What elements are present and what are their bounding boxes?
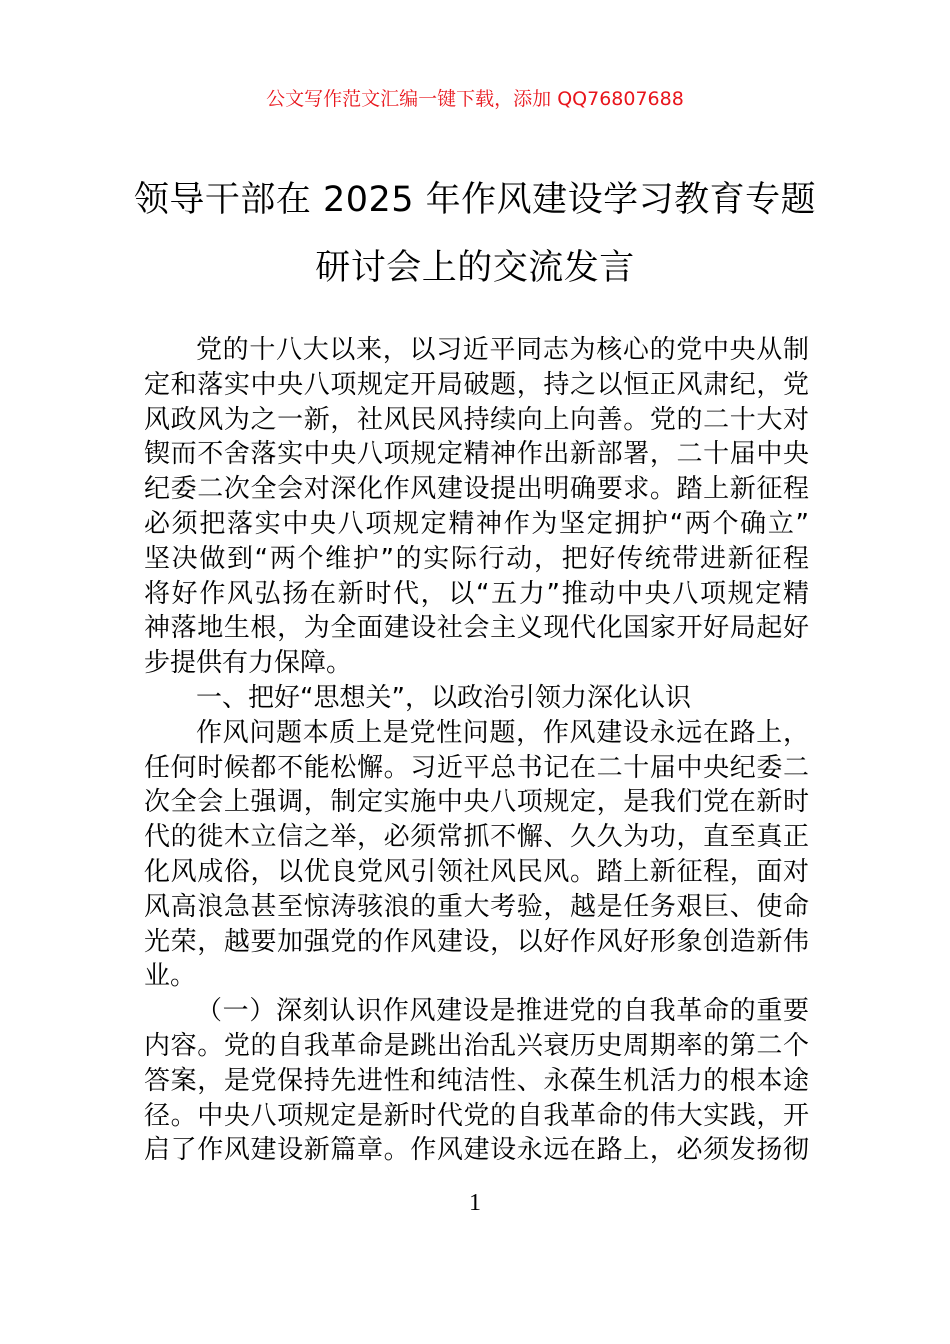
document-body bbox=[144, 333, 809, 1168]
body-text-line: 风政风为之一新，社风民风持续向上向善。党的二十大对 bbox=[144, 404, 809, 435]
body-text-line: 坚决做到“两个维护”的实际行动，把好传统带进新征程 bbox=[144, 543, 809, 574]
body-text-line: 一、把好“思想关”，以政治引领力深化认识 bbox=[196, 682, 691, 713]
body-text-line: 神落地生根，为全面建设社会主义现代化国家开好局起好 bbox=[144, 613, 809, 644]
body-text-line: 化风成俗，以优良党风引领社风民风。踏上新征程，面对 bbox=[144, 856, 809, 887]
body-text-line: 径。中央八项规定是新时代党的自我革命的伟大实践，开 bbox=[144, 1100, 809, 1131]
document-title-line-2: 研讨会上的交流发言 bbox=[315, 248, 635, 288]
body-text-line: 任何时候都不能松懈。习近平总书记在二十届中央纪委二 bbox=[144, 752, 809, 783]
body-text-line: 光荣，越要加强党的作风建设，以好作风好形象创造新伟 bbox=[144, 926, 809, 957]
body-text-line: 启了作风建设新篇章。作风建设永远在路上，必须发扬彻 bbox=[144, 1135, 809, 1166]
body-text-line: 次全会上强调，制定实施中央八项规定，是我们党在新时 bbox=[144, 787, 809, 818]
body-text-line: 步提供有力保障。 bbox=[144, 648, 353, 679]
body-text-line: 必须把落实中央八项规定精神作为坚定拥护“两个确立” bbox=[144, 508, 809, 539]
page-number: 1 bbox=[469, 1190, 481, 1216]
body-text-line: 纪委二次全会对深化作风建设提出明确要求。踏上新征程 bbox=[144, 474, 809, 505]
watermark-banner: 公文写作范文汇编一键下载，添加 QQ76807688 bbox=[266, 88, 684, 110]
body-text-line: 锲而不舍落实中央八项规定精神作出新部署，二十届中央 bbox=[144, 439, 809, 470]
body-text-line: 定和落实中央八项规定开局破题，持之以恒正风肃纪，党 bbox=[144, 369, 809, 400]
body-text-line: （一）深刻认识作风建设是推进党的自我革命的重要 bbox=[196, 996, 809, 1027]
body-text-line: 党的十八大以来，以习近平同志为核心的党中央从制 bbox=[196, 335, 809, 365]
body-text-line: 答案，是党保持先进性和纯洁性、永葆生机活力的根本途 bbox=[144, 1065, 809, 1096]
body-text-line: 代的徙木立信之举，必须常抓不懈、久久为功，直至真正 bbox=[144, 822, 809, 853]
body-text-line: 将好作风弘扬在新时代，以“五力”推动中央八项规定精 bbox=[144, 578, 809, 609]
body-text-line: 业。 bbox=[144, 961, 197, 992]
body-text-line: 作风问题本质上是党性问题，作风建设永远在路上， bbox=[196, 717, 809, 748]
body-text-line: 内容。党的自我革命是跳出治乱兴衰历史周期率的第二个 bbox=[144, 1030, 809, 1061]
body-text-line: 风高浪急甚至惊涛骇浪的重大考验，越是任务艰巨、使命 bbox=[144, 891, 809, 922]
document-title-line-1: 领导干部在 2025 年作风建设学习教育专题 bbox=[133, 180, 817, 220]
